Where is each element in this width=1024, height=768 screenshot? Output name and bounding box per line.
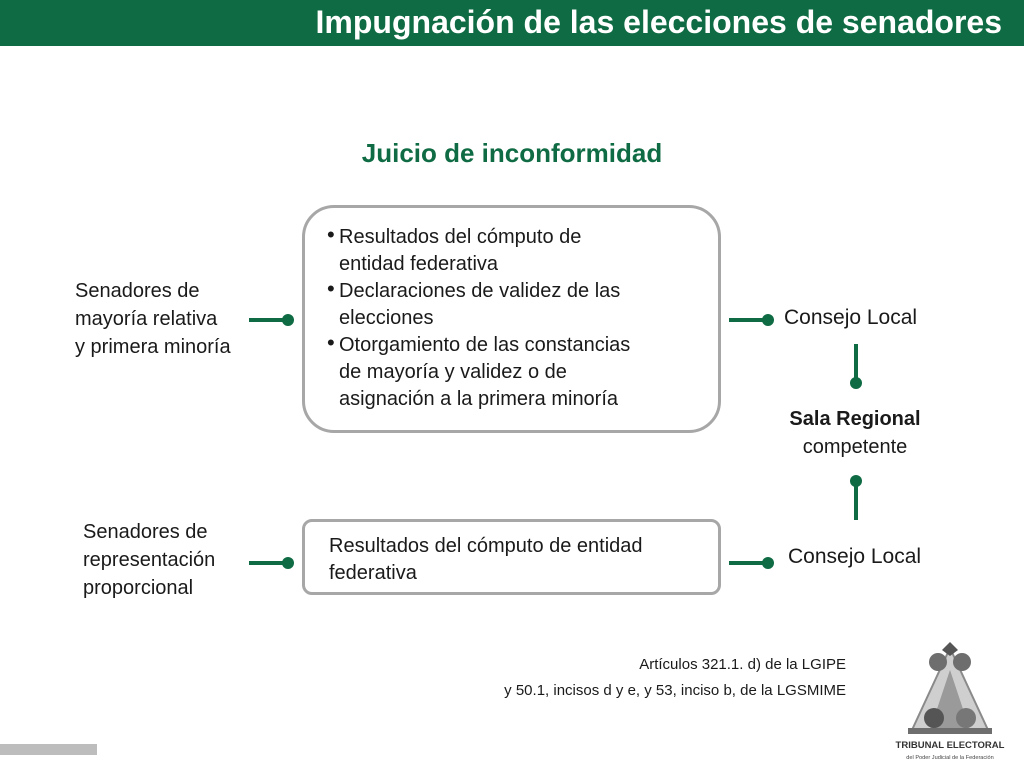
connector-right-bottom — [727, 554, 777, 572]
connector-right-top — [727, 311, 777, 329]
bullet-item — [327, 224, 630, 278]
connector-vertical-bottom — [846, 472, 866, 522]
source-line-2: y 50.1, incisos d y e, y 53, inciso b, de la LGSMIME — [504, 682, 846, 699]
sala-regional-competente: competente — [802, 436, 908, 458]
box-text — [329, 533, 709, 587]
label-line: y primera minoría — [75, 336, 231, 358]
logo-text-line-2: del Poder Judicial de la Federación — [906, 755, 994, 761]
source-line-1: Artículos 321.1. d) de la LGIPE — [639, 656, 846, 673]
connector-left-bottom — [247, 554, 297, 572]
sala-regional-bold: Sala Regional — [789, 408, 921, 430]
footer-bar — [0, 744, 97, 755]
bullet-icon: • — [327, 330, 335, 355]
label-line: mayoría relativa — [75, 308, 218, 330]
bullet-icon: • — [327, 276, 335, 301]
slide-subtitle: Juicio de inconformidad — [361, 138, 663, 168]
label-sala-regional — [760, 405, 950, 461]
bullet-line: Otorgamiento de las constancias — [339, 334, 631, 356]
label-senadores-representacion — [83, 518, 215, 602]
bullet-line: Declaraciones de validez de las — [339, 280, 621, 302]
bullet-icon: • — [327, 222, 335, 247]
slide-title: Impugnación de las elecciones de senadores — [315, 4, 1002, 40]
bullet-item — [327, 278, 630, 332]
tribunal-emblem-icon — [908, 642, 992, 734]
label-consejo-local-top: Consejo Local — [784, 306, 918, 329]
logo-text-line-1: TRIBUNAL ELECTORAL — [895, 740, 1005, 751]
box-line: Resultados del cómputo de entidad — [329, 535, 643, 557]
connector-vertical-top — [846, 342, 866, 392]
connector-left-top — [247, 311, 297, 329]
bullet-line: asignación a la primera minoría — [339, 388, 619, 410]
box-actos-mayoria — [302, 205, 721, 433]
title-bar — [0, 0, 1024, 46]
box-actos-representacion — [302, 519, 721, 595]
bullet-item — [327, 332, 630, 413]
bullet-line: Resultados del cómputo de — [339, 226, 582, 248]
bullet-line: elecciones — [339, 307, 434, 329]
bullet-line: de mayoría y validez o de — [339, 361, 567, 383]
label-line: proporcional — [83, 577, 194, 599]
label-line: representación — [83, 549, 216, 571]
label-senadores-mayoria — [75, 277, 231, 361]
label-line: Senadores de — [83, 521, 208, 543]
bullet-line: entidad federativa — [339, 253, 499, 275]
label-consejo-local-bottom: Consejo Local — [788, 545, 922, 568]
label-line: Senadores de — [75, 280, 200, 302]
bullet-list — [327, 224, 630, 413]
tribunal-electoral-logo — [890, 640, 1010, 764]
box-line: federativa — [329, 562, 417, 584]
